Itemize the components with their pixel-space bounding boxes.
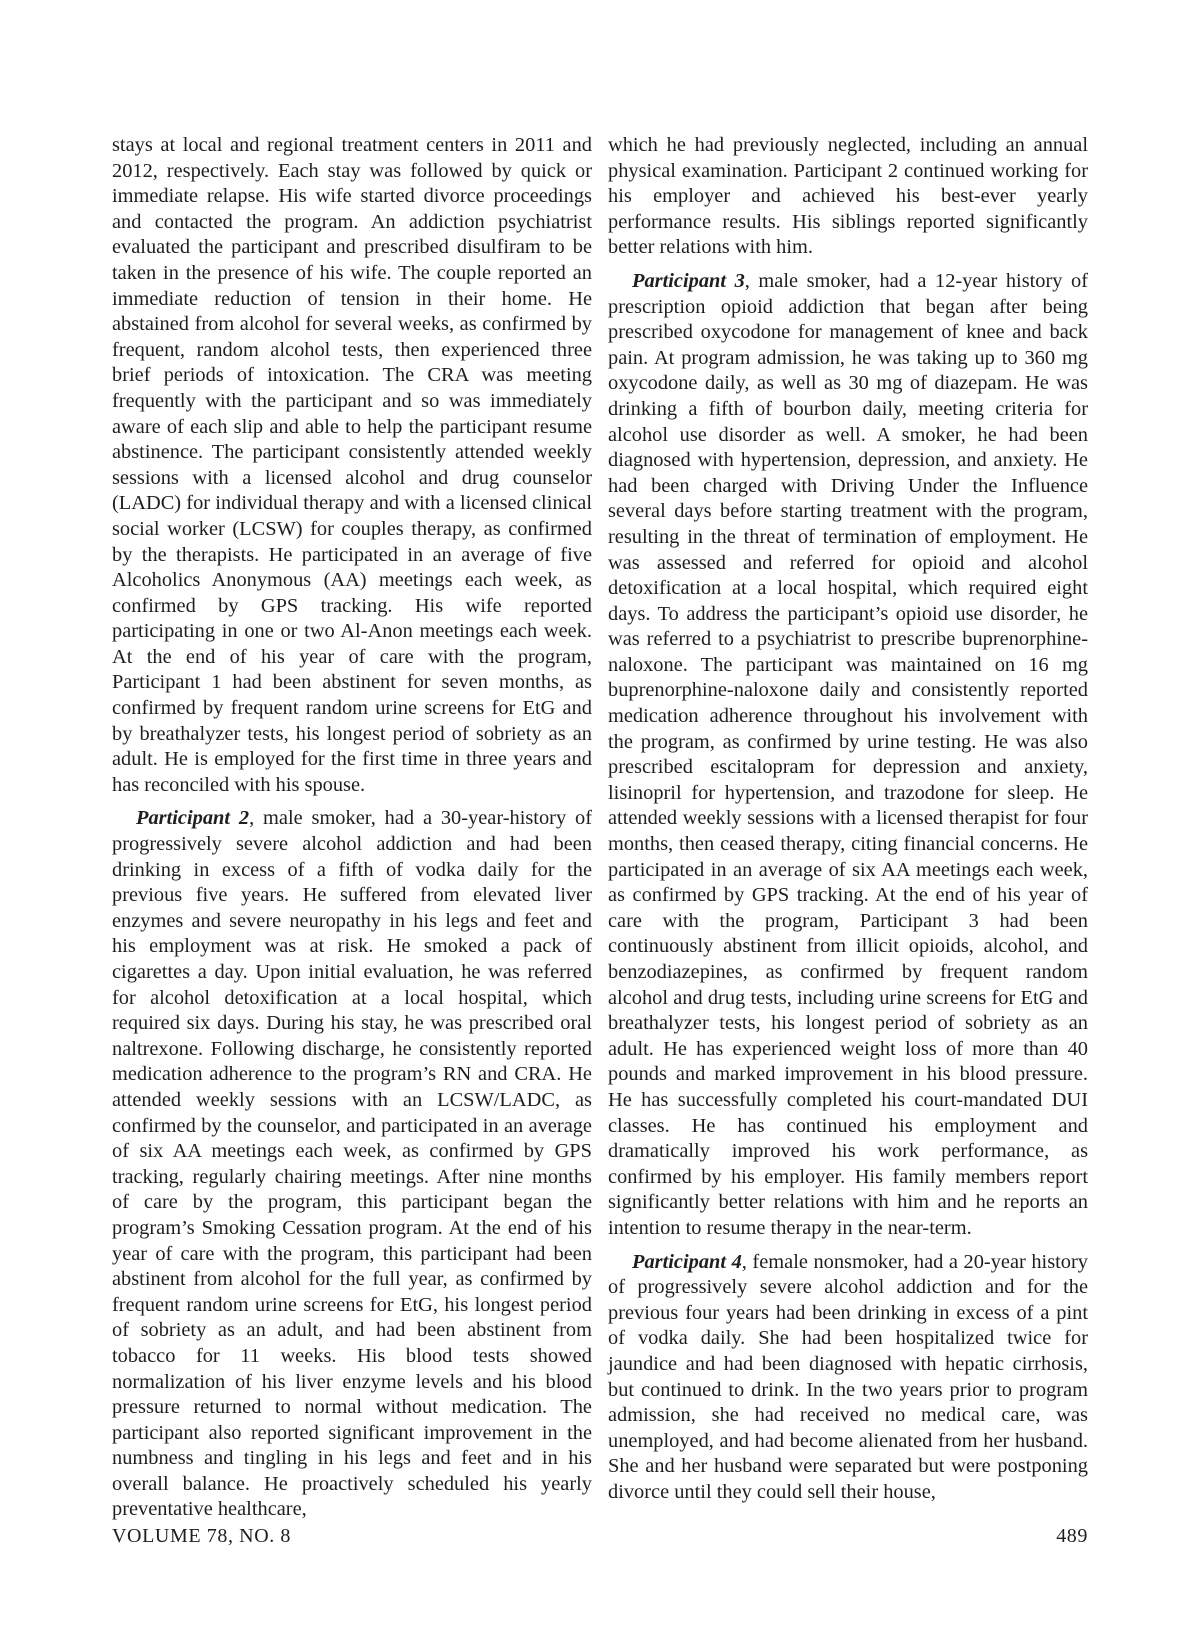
participant-2-heading: Participant 2 <box>136 807 250 830</box>
left-column <box>112 133 592 1523</box>
paragraph-participant-4 <box>608 1250 1088 1506</box>
paragraph-participant-2 <box>112 806 592 1523</box>
participant-4-body: , female nonsmoker, had a 20-year history of progressively severe alcohol addiction and for the previous four years had been drinking in excess of a pint of vodka daily. She had been hospitalized twice for jaundice and had been diagnosed with hepatic cirrhosis, but continued to drink. In the two years prior to program admission, she had received no medical care, was unemployed, and had become alienated from her husband. She and her husband were separated but were postponing divorce until they could sell their house, <box>608 1250 1088 1503</box>
participant-2-body: , male smoker, had a 30-year-history of progressively severe alcohol addiction and had been drinking in excess of a fifth of vodka daily for the previous five years. He suffered from elevated liver enzymes and severe neuropathy in his legs and feet and his employment was at risk. He smoked a pack of cigarettes a day. Upon initial evaluation, he was referred for alcohol detoxification at a local hospital, which required six days. During his stay, he was prescribed oral naltrexone. Following discharge, he consistently reported medication adherence to the program’s RN and CRA. He attended weekly sessions with an LCSW/LADC, as confirmed by the counselor, and participated in an average of six AA meetings each week, as confirmed by GPS tracking, regularly chairing meetings. After nine months of care by the program, this participant began the program’s Smoking Cessation program. At the end of his year of care with the program, this participant had been abstinent from alcohol for the full year, as confirmed by frequent random urine screens for EtG, his longest period of sobriety as an adult, and had been abstinent from tobacco for 11 weeks. His blood tests showed normalization of his liver enzyme levels and his blood pressure returned to normal without medication. The participant also reported significant improvement in the numbness and tingling in his legs and feet and in his overall balance. He proactively scheduled his yearly preventative healthcare, <box>112 807 592 1521</box>
participant-4-heading: Participant 4 <box>632 1250 742 1273</box>
paragraph-participant-1-continued: stays at local and regional treatment centers in 2011 and 2012, respectively. Each stay was followed by quick or immediate relapse. His wife started divorce proceedings and contacted the program. An addiction psychiatrist evaluated the participant and prescribed disulfiram to be taken in the presence of his wife. The couple reported an immediate reduction of tension in their home. He abstained from alcohol for several weeks, as confirmed by frequent, random alcohol tests, then experienced three brief periods of intoxication. The CRA was meeting frequently with the participant and so was immediately aware of each slip and able to help the participant resume abstinence. The participant consistently attended weekly sessions with a licensed alcohol and drug counselor (LADC) for individual therapy and with a licensed clinical social worker (LCSW) for couples therapy, as confirmed by the therapists. He participated in an average of five Alcoholics Anonymous (AA) meetings each week, as confirmed by GPS tracking. His wife reported participating in one or two Al-Anon meetings each week. At the end of his year of care with the program, Participant 1 had been abstinent for seven months, as confirmed by frequent random urine screens for EtG and by breathalyzer tests, his longest period of sobriety as an adult. He is employed for the first time in three years and has reconciled with his spouse. <box>112 134 592 796</box>
paragraph-participant-2-continued: which he had previously neglected, including an annual physical examination. Participant 2 continued working for his employer and achieved his best-ever yearly performance results. His siblings reported significantly better relations with him. <box>608 134 1088 259</box>
participant-3-body: , male smoker, had a 12-year history of prescription opioid addiction that began after being prescribed oxycodone for management of knee and back pain. At program admission, he was taking up to 360 mg oxycodone daily, as well as 30 mg of diazepam. He was drinking a fifth of bourbon daily, meeting criteria for alcohol use disorder as well. A smoker, he had been diagnosed with hypertension, depression, and anxiety. He had been charged with Driving Under the Influence several days before starting treatment with the program, resulting in the threat of termination of employment. He was assessed and referred for opioid and alcohol detoxification at a local hospital, which required eight days. To address the participant’s opioid use disorder, he was referred to a psychiatrist to prescribe buprenorphine-naloxone. The participant was maintained on 16 mg buprenorphine-naloxone daily and consistently reported medication adherence throughout his involvement with the program, as confirmed by urine testing. He was also prescribed escitalopram for depression and anxiety, lisinopril for hypertension, and trazodone for sleep. He attended weekly sessions with a licensed therapist for four months, then ceased therapy, citing financial concerns. He participated in an average of six AA meetings each week, as confirmed by GPS tracking. At the end of his year of care with the program, Participant 3 had been continuously abstinent from illicit opioids, alcohol, and benzodiazepines, as confirmed by frequent random alcohol and drug tests, including urine screens for EtG and breathalyzer tests, his longest period of sobriety as an adult. He has experienced weight loss of more than 40 pounds and marked improvement in his blood pressure. He has successfully completed his court-mandated DUI classes. He has continued his employment and dramatically improved his work performance, as confirmed by his employer. His family members report significantly better relations with him and he reports an intention to resume therapy in the near-term. <box>608 269 1088 1239</box>
volume-label: VOLUME 78, NO. 8 <box>112 1525 292 1547</box>
page-number: 489 <box>1056 1525 1088 1547</box>
participant-3-heading: Participant 3 <box>632 269 745 292</box>
paragraph-participant-3 <box>608 269 1088 1242</box>
right-column <box>608 133 1088 1505</box>
